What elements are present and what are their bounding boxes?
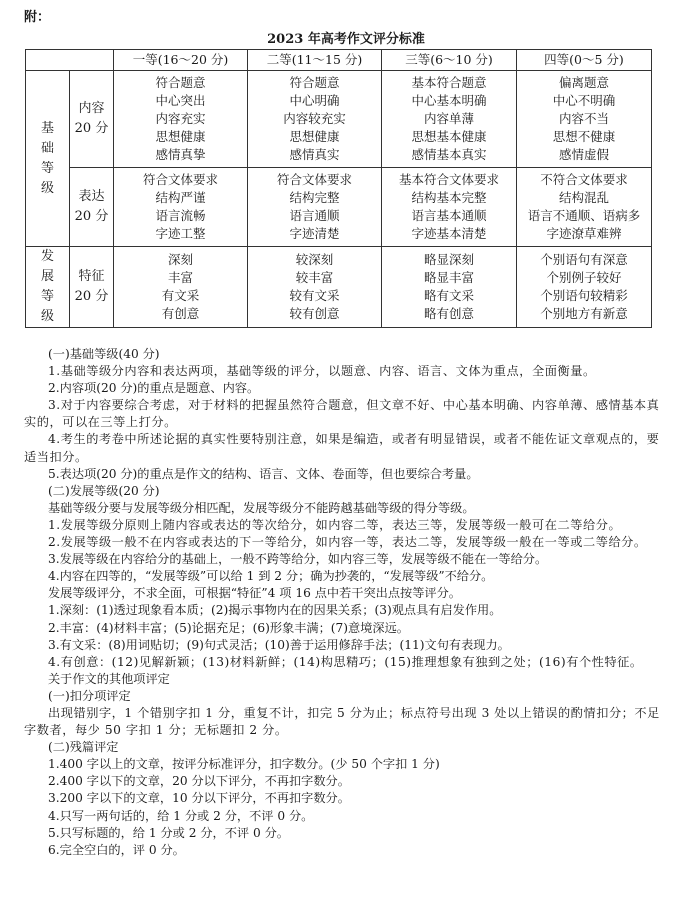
item-label-line: 20 分 (74, 121, 109, 136)
cell-line: 内容单薄 (423, 111, 474, 126)
table-cell (248, 168, 382, 247)
paragraph: 3.对于内容要综合考虑，对于材料的把握虽然符合题意，但文章不好、中心基本明确、内容单薄、感情基本真实的，可以在三等上打分。 (24, 398, 660, 430)
paragraph: 5.表达项(20 分)的重点是作文的结构、语言、文体、卷面等，但也要综合考量。 (48, 466, 479, 481)
table-cell (248, 247, 382, 328)
table-row (26, 168, 652, 247)
cell-line: 语言通顺 (289, 208, 340, 223)
cell-line: 略有创意 (423, 306, 474, 321)
paragraph: 2.400 字以下的文章，20 分以下评分，不再扣字数分。 (48, 774, 350, 789)
group-label-basic (26, 71, 70, 247)
item-label-line: 表达 (78, 189, 105, 204)
table-row (26, 247, 652, 328)
cell-line: 字迹基本清楚 (411, 226, 487, 241)
cell-line: 略显丰富 (423, 270, 474, 285)
cell-line: 偏离题意 (558, 75, 609, 90)
group-label-char: 级 (40, 309, 54, 324)
cell-line: 略有文采 (423, 288, 474, 303)
group-label-char: 发 (40, 249, 54, 264)
cell-line: 丰富 (167, 270, 193, 285)
group-label-char: 展 (40, 269, 54, 284)
cell-line: 思想健康 (289, 129, 340, 144)
cell-line: 符合题意 (289, 75, 340, 90)
table-corner (26, 50, 114, 71)
paragraph: 2.内容项(20 分)的重点是题意、内容。 (48, 381, 260, 396)
paragraph: 4.只写一两句话的，给 1 分或 2 分，不评 0 分。 (48, 808, 314, 823)
cell-line: 结构完整 (289, 190, 340, 205)
item-label-line: 20 分 (74, 289, 109, 304)
cell-line: 内容较充实 (283, 111, 346, 126)
page-title: 2023 年高考作文评分标准 (267, 32, 425, 47)
cell-line: 深刻 (167, 252, 193, 267)
cell-line: 较有文采 (289, 288, 340, 303)
section-heading: (一)基础等级(40 分) (48, 347, 160, 361)
column-header: 四等(0～5 分) (517, 50, 652, 71)
appendix-label: 附： (24, 10, 51, 25)
cell-line: 语言基本通顺 (411, 208, 487, 223)
rules-text (24, 346, 664, 859)
cell-line: 个别语句有深意 (540, 252, 628, 267)
cell-line: 有文采 (161, 288, 200, 303)
table-cell (114, 247, 248, 328)
cell-line: 结构严谨 (155, 190, 206, 205)
column-header: 二等(11～15 分) (248, 50, 382, 71)
table-row (26, 71, 652, 168)
section-heading: (二)残篇评定 (48, 740, 119, 755)
cell-line: 字迹潦草难辨 (546, 226, 622, 241)
paragraph: 4.考生的考卷中所述论据的真实性要特别注意，如果是编造，或者有明显错误，或者不能佐证文章观点的，要适当扣分。 (24, 432, 660, 464)
cell-line: 符合文体要求 (142, 172, 218, 187)
cell-line: 中心明确 (289, 93, 340, 108)
cell-line: 符合题意 (155, 75, 206, 90)
cell-line: 内容不当 (558, 111, 609, 126)
cell-line: 内容充实 (155, 111, 206, 126)
paragraph: 6.完全空白的，评 0 分。 (48, 842, 185, 857)
cell-line: 语言不通顺、语病多 (527, 208, 641, 223)
item-label-features (70, 247, 114, 328)
item-label-line: 内容 (78, 101, 105, 116)
scoring-table (25, 49, 652, 328)
table-cell (114, 168, 248, 247)
item-label-line: 特征 (78, 269, 105, 284)
cell-line: 思想基本健康 (411, 129, 487, 144)
item-label-expression (70, 168, 114, 247)
table-cell (382, 247, 517, 328)
section-heading: (一)扣分项评定 (48, 688, 131, 703)
table-cell (114, 71, 248, 168)
cell-line: 个别例子较好 (546, 270, 622, 285)
group-label-char: 级 (40, 180, 54, 196)
table-cell (248, 71, 382, 168)
cell-line: 思想健康 (155, 129, 206, 144)
paragraph: 1.深刻：(1)透过现象看本质；(2)揭示事物内在的因果关系；(3)观点具有启发作用。 (48, 603, 502, 618)
paragraph: 基础等级分要与发展等级分相匹配，发展等级分不能跨越基础等级的得分等级。 (48, 500, 475, 515)
group-label-char: 础 (40, 140, 54, 156)
paragraph: 1.基础等级分内容和表达两项，基础等级的评分，以题意、内容、语言、文体为重点，全面衡量。 (48, 364, 596, 379)
cell-line: 语言流畅 (155, 208, 206, 223)
group-label-char: 等 (40, 289, 54, 304)
paragraph: 发展等级评分，不求全面，可根据“特征”4 项 16 点中若干突出点按等评分。 (48, 586, 461, 601)
paragraph: 4.有创意：(12)见解新颖；(13)材料新鲜；(14)构思精巧；(15)推理想象有独到之处；(16)有个性特征。 (48, 654, 643, 669)
cell-line: 不符合文体要求 (540, 172, 628, 187)
item-label-content (70, 71, 114, 168)
section-heading: 关于作文的其他项评定 (48, 671, 170, 686)
paragraph: 1.发展等级分原则上随内容或表达的等次给分，如内容二等，表达三等，发展等级一般可在二等给分。 (48, 517, 622, 532)
paragraph: 3.发展等级在内容给分的基础上，一般不跨等给分，如内容三等，发展等级不能在一等给分。 (48, 552, 548, 567)
table-cell (517, 71, 652, 168)
paragraph: 3.有文采：(8)用词贴切；(9)句式灵活；(10)善于运用修辞手法；(11)文句有表现力。 (48, 637, 510, 652)
table-cell (517, 168, 652, 247)
cell-line: 感情基本真实 (411, 147, 487, 162)
column-header: 一等(16～20 分) (114, 50, 248, 71)
paragraph: 出现错别字，1 个错别字扣 1 分，重复不计，扣完 5 分为止；标点符号出现 3 处以上错误的酌情扣分；不足字数者，每少 50 字扣 1 分；无标题扣 2 分。 (24, 705, 660, 738)
section-heading: (二)发展等级(20 分) (48, 483, 160, 498)
table-cell (382, 71, 517, 168)
cell-line: 个别语句较精彩 (540, 288, 628, 303)
paragraph: 1.400 字以上的文章，按评分标准评分，扣字数分。(少 50 个字扣 1 分) (48, 757, 440, 772)
cell-line: 结构基本完整 (411, 190, 487, 205)
cell-line: 有创意 (161, 306, 200, 321)
cell-line: 中心突出 (155, 93, 206, 108)
group-label-development (26, 247, 70, 328)
cell-line: 中心不明确 (552, 93, 616, 108)
cell-line: 基本符合文体要求 (398, 172, 499, 187)
cell-line: 结构混乱 (558, 190, 609, 205)
cell-line: 基本符合题意 (411, 75, 487, 90)
paragraph: 2.发展等级一般不在内容或表达的下一等给分，如内容一等，表达二等，发展等级一般在一等或二等给分。 (48, 535, 647, 550)
paragraph: 3.200 字以下的文章，10 分以下评分，不再扣字数分。 (48, 791, 350, 806)
cell-line: 个别地方有新意 (540, 306, 628, 321)
cell-line: 中心基本明确 (411, 93, 487, 108)
cell-line: 思想不健康 (552, 129, 616, 144)
paragraph: 2.丰富：(4)材料丰富；(5)论据充足；(6)形象丰满；(7)意境深远。 (48, 620, 409, 635)
cell-line: 感情真挚 (155, 147, 206, 162)
column-header: 三等(6～10 分) (382, 50, 517, 71)
cell-line: 较有创意 (289, 306, 340, 321)
cell-line: 字迹清楚 (289, 226, 340, 241)
paragraph: 5.只写标题的，给 1 分或 2 分，不评 0 分。 (48, 825, 289, 840)
cell-line: 略显深刻 (423, 252, 474, 267)
cell-line: 较深刻 (295, 252, 334, 267)
group-label-char: 基 (40, 120, 54, 136)
item-label-line: 20 分 (74, 209, 109, 224)
cell-line: 字迹工整 (155, 226, 206, 241)
cell-line: 感情虚假 (558, 147, 609, 162)
cell-line: 感情真实 (289, 147, 340, 162)
table-header-row (26, 50, 652, 71)
cell-line: 符合文体要求 (276, 172, 352, 187)
table-cell (382, 168, 517, 247)
cell-line: 较丰富 (295, 270, 334, 285)
paragraph: 4.内容在四等的，“发展等级”可以给 1 到 2 分；确为抄袭的，“发展等级”不给分。 (48, 569, 494, 584)
group-label-char: 等 (40, 160, 54, 176)
table-cell (517, 247, 652, 328)
